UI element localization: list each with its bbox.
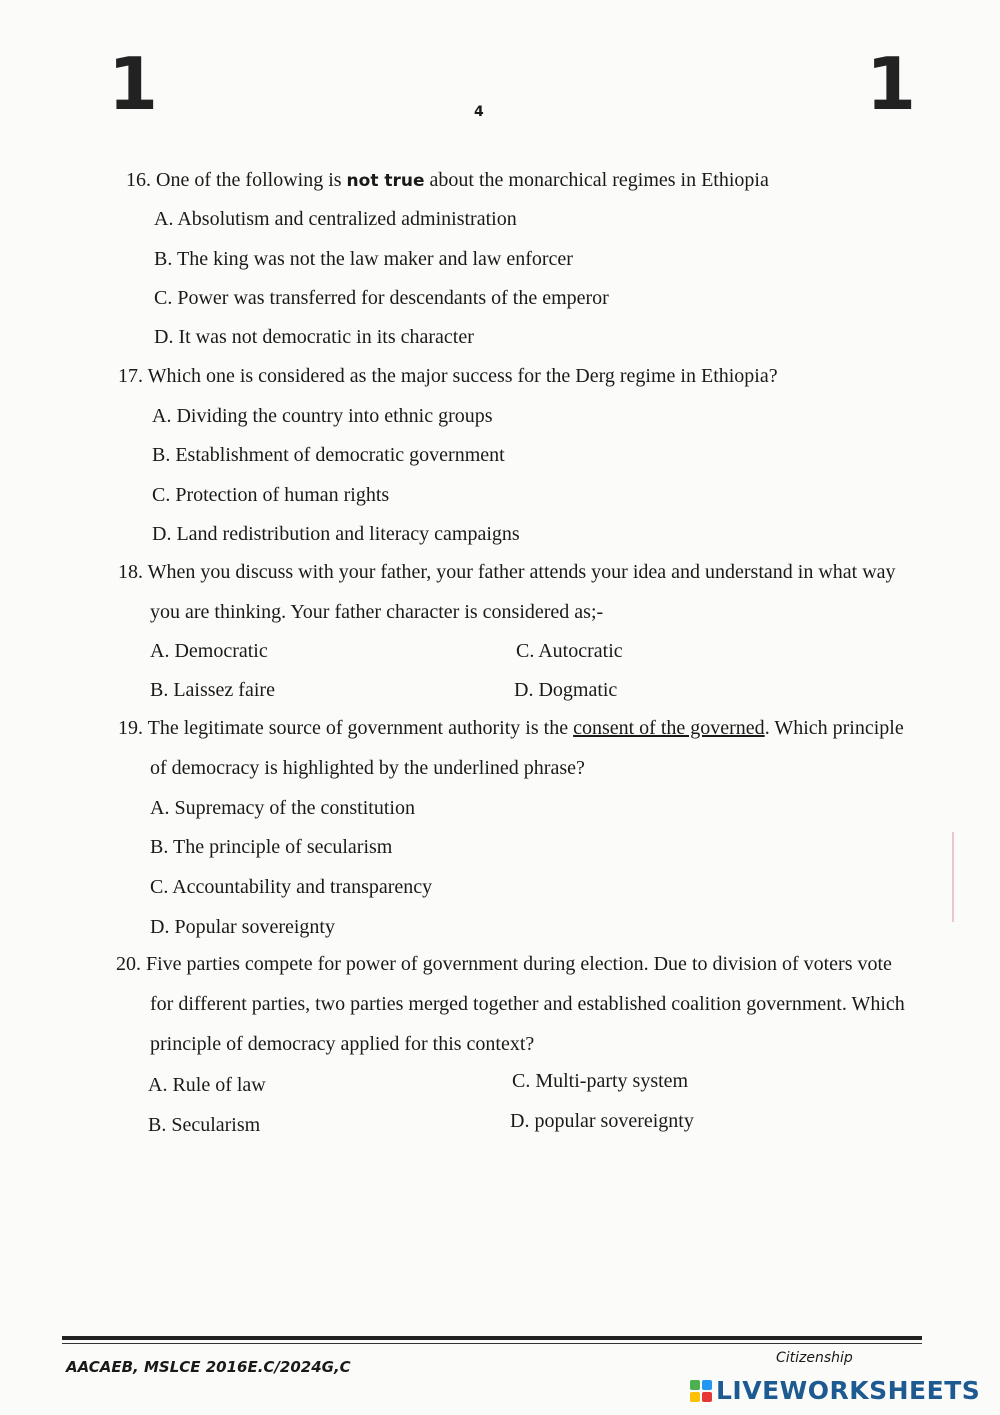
q20-option-c[interactable]: C. Multi-party system bbox=[512, 1070, 689, 1092]
footer-exam-code: AACAEB, MSLCE 2016E.C/2024G,C bbox=[66, 1358, 351, 1376]
question-20-stem-line-2: for different parties, two parties merged together and established coalition government. Which bbox=[150, 993, 905, 1015]
liveworksheets-watermark bbox=[690, 1376, 980, 1405]
page-number: 4 bbox=[474, 104, 484, 120]
q19-option-b[interactable]: B. The principle of secularism bbox=[150, 836, 393, 858]
liveworksheets-text: LIVEWORKSHEETS bbox=[716, 1376, 981, 1405]
q18-option-d[interactable]: D. Dogmatic bbox=[514, 679, 618, 701]
corner-number-right: 1 bbox=[866, 42, 917, 126]
q16-option-d[interactable]: D. It was not democratic in its character bbox=[154, 326, 474, 348]
q16-option-a[interactable]: A. Absolutism and centralized administration bbox=[154, 208, 517, 230]
footer-subject: Citizenship bbox=[776, 1350, 853, 1366]
logo-square bbox=[702, 1380, 712, 1390]
q18-option-b[interactable]: B. Laissez faire bbox=[150, 679, 275, 701]
q17-option-a[interactable]: A. Dividing the country into ethnic groups bbox=[152, 405, 493, 427]
q16-option-b[interactable]: B. The king was not the law maker and law enforcer bbox=[154, 248, 573, 270]
q19-option-a[interactable]: A. Supremacy of the constitution bbox=[150, 797, 415, 819]
question-20-stem-line-1: 20. Five parties compete for power of government during election. Due to division of voters vote bbox=[116, 953, 892, 975]
q19-option-c[interactable]: C. Accountability and transparency bbox=[150, 876, 433, 898]
margin-mark bbox=[952, 832, 954, 922]
liveworksheets-logo-icon bbox=[690, 1380, 712, 1402]
emphasis-not-true: not true bbox=[346, 171, 425, 191]
q18-option-c[interactable]: C. Autocratic bbox=[516, 640, 623, 662]
question-17-stem: 17. Which one is considered as the major success for the Derg regime in Ethiopia? bbox=[118, 365, 778, 387]
corner-number-left: 1 bbox=[108, 42, 159, 126]
question-19-stem-line-1: 19. The legitimate source of government authority is the consent of the governed. Which principle bbox=[118, 717, 904, 739]
q17-option-b[interactable]: B. Establishment of democratic government bbox=[152, 444, 505, 466]
question-20-stem-line-3: principle of democracy applied for this context? bbox=[150, 1033, 535, 1055]
question-18-stem-line-1: 18. When you discuss with your father, your father attends your idea and understand in what way bbox=[118, 561, 896, 583]
logo-square bbox=[702, 1392, 712, 1402]
q18-option-a[interactable]: A. Democratic bbox=[150, 640, 268, 662]
q19-option-d[interactable]: D. Popular sovereignty bbox=[150, 916, 335, 938]
logo-square bbox=[690, 1380, 700, 1390]
question-16-stem: 16. One of the following is not true about the monarchical regimes in Ethiopia bbox=[126, 169, 769, 191]
question-19-stem-line-2: of democracy is highlighted by the underlined phrase? bbox=[150, 757, 585, 779]
underlined-phrase: consent of the governed bbox=[573, 717, 765, 739]
q16-option-c[interactable]: C. Power was transferred for descendants of the emperor bbox=[154, 287, 609, 309]
q17-option-c[interactable]: C. Protection of human rights bbox=[152, 484, 390, 506]
q20-option-a[interactable]: A. Rule of law bbox=[148, 1074, 266, 1096]
logo-square bbox=[690, 1392, 700, 1402]
q20-option-d[interactable]: D. popular sovereignty bbox=[510, 1110, 694, 1132]
q17-option-d[interactable]: D. Land redistribution and literacy campaigns bbox=[152, 523, 520, 545]
question-18-stem-line-2: you are thinking. Your father character is considered as;- bbox=[150, 601, 604, 623]
footer-rule bbox=[62, 1336, 922, 1340]
footer-rule-thin bbox=[62, 1343, 922, 1344]
q20-option-b[interactable]: B. Secularism bbox=[148, 1114, 261, 1136]
